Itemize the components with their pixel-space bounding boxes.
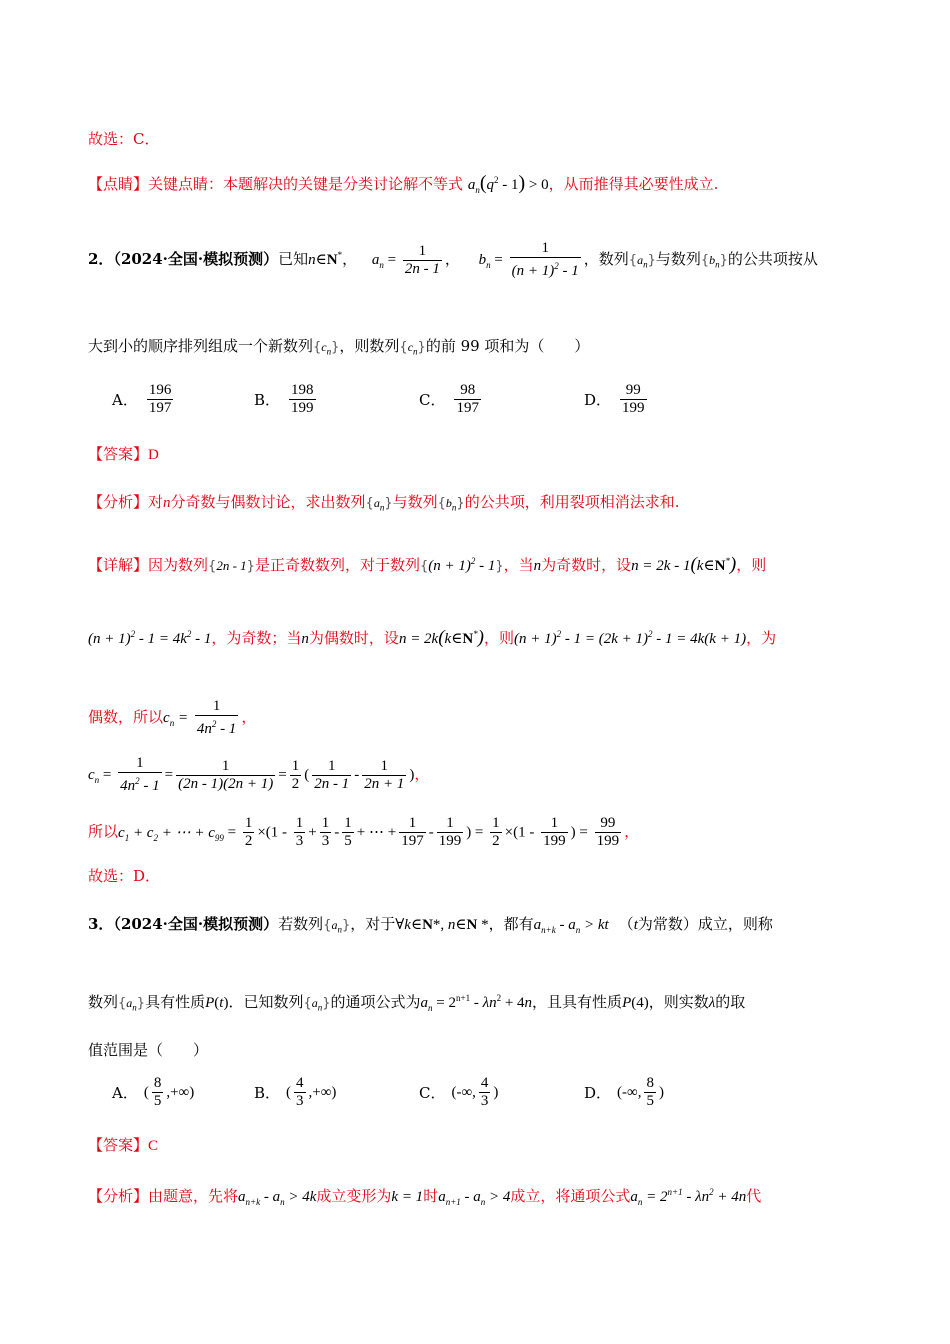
q2-analysis: 【分析】对n分奇数与偶数讨论，求出数列$\{a_n\}$与数列$\{b_n\}$的公共项，利用裂项相消法求和. [88,493,680,513]
q3-answer: 【答案】C [88,1136,159,1154]
q2-detail-line5: 所以$c_1 + c_2$ + ⋯ + $c_{99}$ = $\frac{1}{2}$ ×(1 - $\frac{1}{3}$ + $\frac{1}{3}$ - $\frac{1}{5}$ + ⋯ + $\frac{1}{197}$ - $\frac{1}{199}$ ) = $\frac{1}{2}$ ×(1 - $\frac{1}{199}$ ) = $\frac{99}{199}$ ， [88,815,640,849]
q3-analysis: 【分析】由题意，先将$a_{n+k} - a_n > 4k$成立变形为k = 1时$a_{n+1} - a_n > 4$成立，将通项公式$a_n = 2^{n+1} - \lambda n^2 + 4n$代 [88,1187,762,1207]
q2-detail-line2: $(n + 1)^2 - 1 = 4k^2 - 1$，为奇数；当n为偶数时，设n = 2k(k∈N*)，则$(n + 1)^2 - 1 = (2k + 1)^2 - 1 = 4k(k + 1)$，为 [88,627,777,648]
q2-guxuan: 故选：D． [88,867,161,885]
q2-detail-line1: 【详解】因为数列{2n - 1}是正奇数数列，对于数列$\{(n + 1)^2 - 1\}$，当n为奇数时，设n = 2k - 1(k∈N*)，则 [88,554,767,575]
top-dianjing: 【点睛】关键点睛：本题解决的关键是分类讨论解不等式 $a_n(q^2 - 1) > 0$，从而推得其必要性成立. [88,172,719,195]
q2-detail-line4: $c_n$ = $\frac{1}{4n^2 - 1}$ = $\frac{1}{(2n - 1)(2n + 1)}$ = $\frac{1}{2}$ ( $\frac{1}{2n - 1}$ - $\frac{1}{2n + 1}$ )， [88,755,430,794]
q3-option-d[interactable]: D． (-∞, $\frac{8}{5}$ ) [584,1075,664,1109]
q3-option-a[interactable]: A． ( $\frac{8}{5}$ ,+∞) [112,1075,195,1109]
q2-answer: 【答案】D [88,445,159,463]
q3-option-b[interactable]: B． ( $\frac{4}{3}$ ,+∞) [254,1075,337,1109]
dianjing-tag: 【点睛】 [88,175,149,193]
q3-stem-line3: 值范围是（ ） [88,1041,209,1059]
q2-stem-line2: 大到小的顺序排列组成一个新数列$\{c_n\}$，则数列$\{c_n\}$的前 99 项和为（ ） [88,337,590,357]
q2-option-c[interactable]: C． $\frac{98}{197}$ [419,382,479,416]
q2-detail-line3: 偶数，所以$c_n$ = $\frac{1}{4n^2 - 1}$ ， [88,698,257,737]
formula-an: $a_n$ [371,252,384,270]
formula-bn: $b_n$ [478,252,491,270]
top-guxuan: 故选：C． [88,130,160,148]
formula-inequality: $a_n(q^2 - 1) > 0$ [467,172,549,195]
q2-stem-line1: 2．（2024·全国·模拟预测）已知n∈N*， $a_n$ = $\frac{1}{2n - 1}$ ， $b_n$ = $\frac{1}{(n + 1)^2 - 1}$ ，数列$\{a_n\}$与数列$\{b_n\}$的公共项按从 [88,240,818,279]
q3-option-c[interactable]: C． (-∞, $\frac{4}{3}$ ) [419,1075,499,1109]
q2-source: （2024·全国·模拟预测） [113,250,279,268]
q3-stem-line2: 数列$\{a_n\}$具有性质P(t)．已知数列$\{a_n\}$的通项公式为$a_n = 2^{n+1} - \lambda n^2 + 4n$，且具有性质P(4)，则实数λ的取 [88,993,746,1013]
q2-option-d[interactable]: D． $\frac{99}{199}$ [584,382,645,416]
q3-source: （2024·全国·模拟预测） [113,915,279,933]
q2-option-b[interactable]: B． $\frac{198}{199}$ [254,382,314,416]
q3-stem-line1: 3．（2024·全国·模拟预测）若数列$\{a_n\}$，对于∀k∈N*, n∈N *，都有$a_{n+k} - a_n$ > kt （t为常数）成立，则称 [88,915,773,935]
q2-option-a[interactable]: A． $\frac{196}{197}$ [112,382,172,416]
